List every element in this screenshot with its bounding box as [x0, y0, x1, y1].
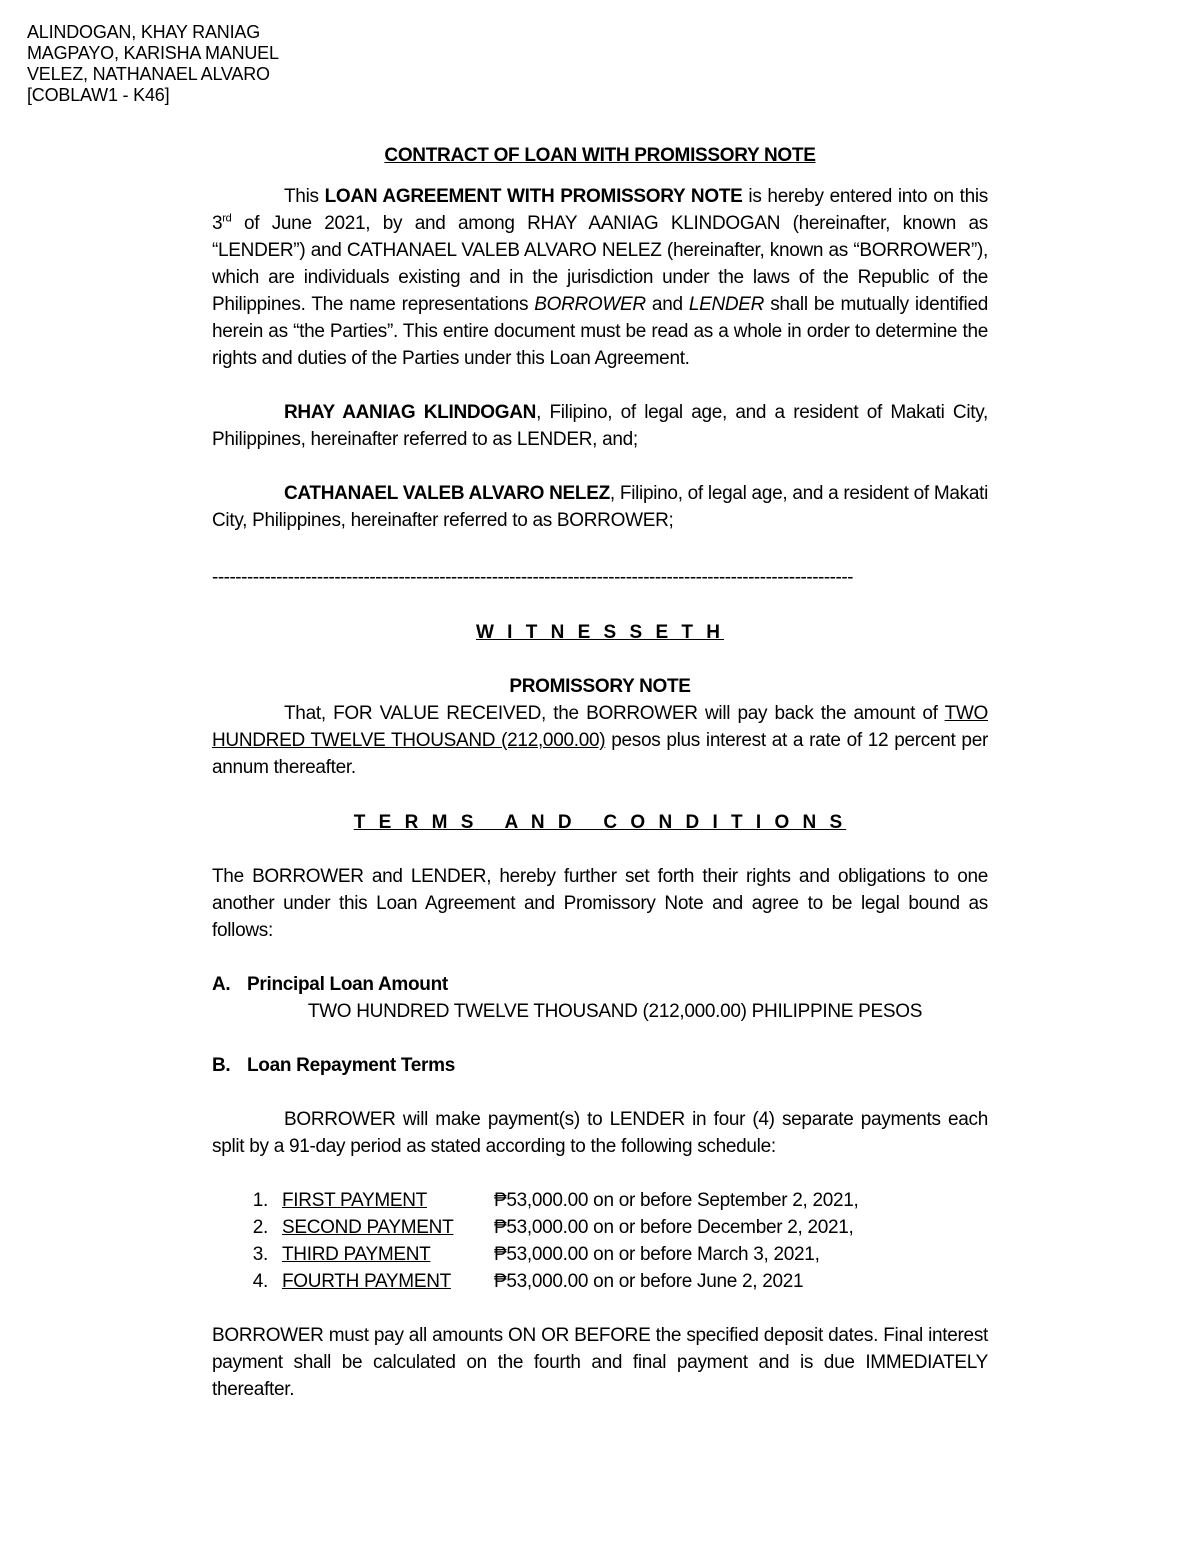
payment-label: SECOND PAYMENT [282, 1217, 454, 1238]
course-section-line: [COBLAW1 - K46] [27, 85, 170, 105]
section-letter: B. [212, 1055, 231, 1076]
payment-label: FIRST PAYMENT [282, 1190, 427, 1211]
author-header [27, 22, 279, 106]
item-number: 3. [252, 1244, 268, 1265]
borrower-description: , Filipino, of legal age, and a resident of Makati City, Philippines, hereinafter referred to as BORROWER; [212, 483, 988, 531]
promissory-tail: pesos plus interest at a rate of 12 percent per annum thereafter. [212, 730, 988, 778]
item-number: 1. [252, 1190, 268, 1211]
intro-paragraph [212, 183, 988, 372]
intro-text: and [645, 294, 689, 315]
section-title: Principal Loan Amount [247, 974, 448, 995]
list-item [212, 1214, 988, 1241]
list-item [212, 1187, 988, 1214]
payment-detail: ₱53,000.00 on or before March 3, 2021, [494, 1244, 820, 1265]
section-b-heading [212, 1052, 988, 1079]
agreement-name: LOAN AGREEMENT WITH PROMISSORY NOTE [324, 186, 743, 207]
borrower-term: BORROWER [534, 294, 646, 315]
section-a-heading [212, 971, 988, 998]
author-line: MAGPAYO, KARISHA MANUEL [27, 43, 279, 63]
payment-detail: ₱53,000.00 on or before December 2, 2021, [494, 1217, 854, 1238]
principal-amount: TWO HUNDRED TWELVE THOUSAND (212,000.00) PHILIPPINE PESOS [307, 1001, 923, 1022]
section-title: Loan Repayment Terms [247, 1055, 455, 1076]
closing-paragraph: BORROWER must pay all amounts ON OR BEFORE the specified deposit dates. Final interest payment shall be calculated on the fourth and final payment and is due IMMEDIATELY thereafter. [212, 1325, 988, 1400]
section-letter: A. [212, 974, 231, 995]
borrower-name: CATHANAEL VALEB ALVARO NELEZ [284, 483, 610, 504]
payment-label: FOURTH PAYMENT [282, 1271, 451, 1292]
lender-name: RHAY AANIAG KLINDOGAN [284, 402, 537, 423]
terms-heading: T E R M S A N D C O N D I T I O N S [353, 812, 847, 833]
lender-description: , Filipino, of legal age, and a resident of Makati City, Philippines, hereinafter referred to as LENDER, and; [212, 402, 989, 450]
intro-text: of June 2021, by and among RHAY AANIAG KLINDOGAN (hereinafter, known as “LENDER”) and CATHANAEL VALEB ALVARO NELEZ (hereinafter, known as “BORROWER”), which are individuals existing and in the jurisdiction under the laws of the Republic of the Philippines. The name representations [212, 213, 988, 315]
author-line: VELEZ, NATHANAEL ALVARO [27, 64, 270, 84]
list-item [212, 1268, 988, 1295]
intro-text: This [284, 186, 325, 207]
item-number: 2. [252, 1217, 268, 1238]
loan-amount-words: TWO HUNDRED TWELVE THOUSAND (212,000.00) [212, 703, 988, 751]
lender-term: LENDER [688, 294, 765, 315]
item-number: 4. [252, 1271, 268, 1292]
intro-text: shall be mutually identified herein as “the Parties”. This entire document must be read as a whole in order to determine the rights and duties of the Parties under this Loan Agreement. [212, 294, 988, 369]
witnesseth-heading: W I T N E S S E T H [475, 622, 725, 643]
ordinal-suffix: rd [222, 212, 232, 225]
promissory-lead: That, FOR VALUE RECEIVED, the BORROWER will pay back the amount of [284, 703, 945, 724]
promissory-note-text [212, 700, 988, 781]
author-line: ALINDOGAN, KHAY RANIAG [27, 22, 260, 42]
repayment-terms-text: BORROWER will make payment(s) to LENDER in four (4) separate payments each split by a 91-day period as stated according to the following schedule: [212, 1109, 988, 1157]
borrower-party-paragraph [212, 480, 988, 534]
promissory-note-heading: PROMISSORY NOTE [509, 676, 691, 697]
payment-detail: ₱53,000.00 on or before June 2, 2021 [494, 1271, 804, 1292]
intro-text: is hereby entered into on this 3 [212, 186, 988, 234]
lender-party-paragraph [212, 399, 988, 453]
list-item [212, 1241, 988, 1268]
contract-document [212, 140, 988, 1403]
payment-label: THIRD PAYMENT [282, 1244, 431, 1265]
section-divider: -------------------------------------------------------------------------------------------------------------- [212, 567, 853, 588]
payment-schedule [212, 1187, 988, 1295]
terms-intro: The BORROWER and LENDER, hereby further set forth their rights and obligations to one another under this Loan Agreement and Promissory Note and agree to be legal bound as follows: [212, 866, 988, 941]
document-title: CONTRACT OF LOAN WITH PROMISSORY NOTE [384, 145, 816, 166]
payment-detail: ₱53,000.00 on or before September 2, 2021, [494, 1190, 859, 1211]
